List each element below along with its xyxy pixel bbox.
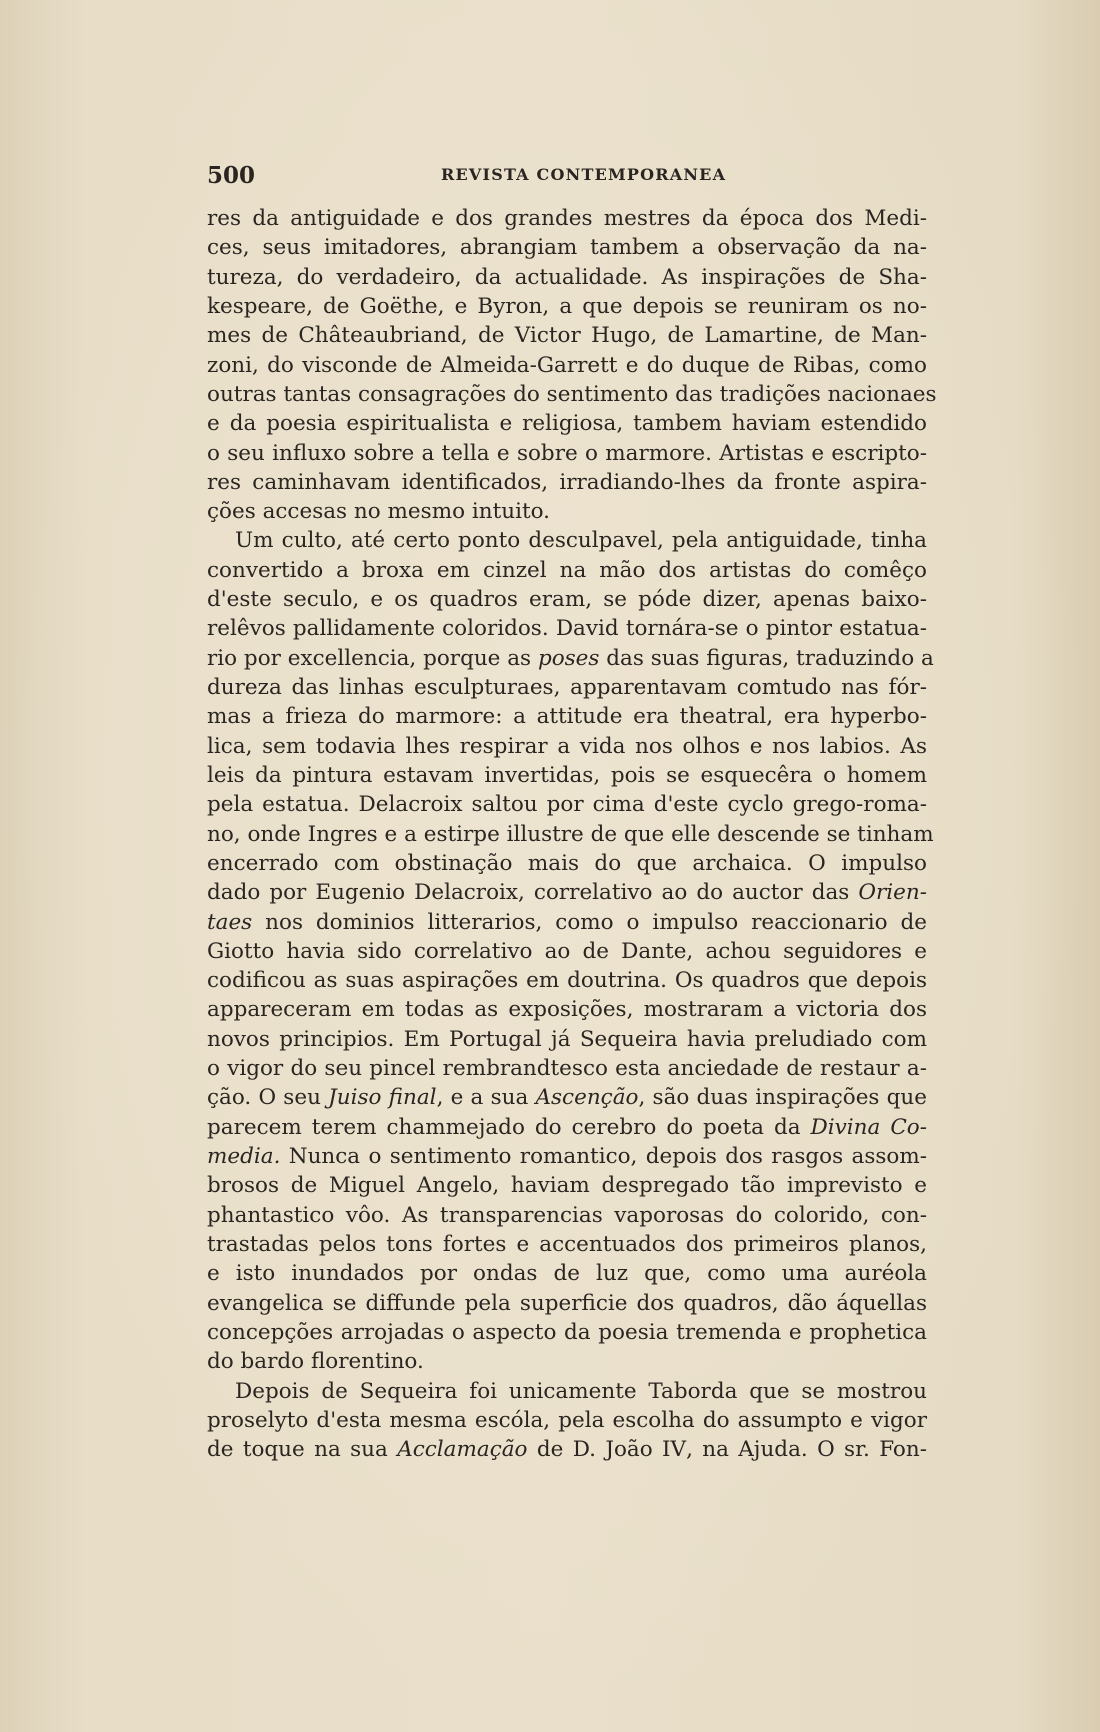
text-line: Depois de Sequeira foi unicamente Taborda que se mostrou [235, 1378, 927, 1404]
text-line: phantastico vôo. As transparencias vaporosas do colorido, con- [207, 1202, 927, 1228]
italic-term: taes [207, 909, 253, 935]
text-line: relêvos pallidamente coloridos. David tornára-se o pintor estatua- [207, 616, 927, 642]
text-line: kespeare, de Goëthe, e Byron, a que depois se reuniram os no- [207, 293, 927, 319]
italic-term: Divina Co- [810, 1114, 927, 1140]
text-line: de toque na sua Acclamação de D. João IV, na Ajuda. O sr. Fon- [207, 1437, 927, 1463]
running-head [207, 162, 727, 190]
text-line: evangelica se diffunde pela superficie dos quadros, dão áquellas [207, 1290, 927, 1316]
italic-term: Juiso final [328, 1085, 437, 1111]
text-line: concepções arrojadas o aspecto da poesia tremenda e prophetica [207, 1319, 927, 1345]
text-line: o vigor do seu pincel rembrandtesco esta anciedade de restaur a- [207, 1056, 927, 1082]
italic-term: media. [207, 1144, 281, 1169]
page-number: 500 [207, 162, 256, 189]
text-line: ções accesas no mesmo intuito. [207, 499, 550, 525]
italic-term: Ascenção [535, 1085, 639, 1111]
text-line: lica, sem todavia lhes respirar a vida nos olhos e nos labios. As [207, 733, 927, 759]
italic-term: poses [537, 645, 600, 671]
text-line: encerrado com obstinação mais do que archaica. O impulso [207, 850, 927, 876]
text-line: pela estatua. Delacroix saltou por cima d'este cyclo grego-roma- [207, 792, 927, 818]
italic-term: Orien- [858, 880, 927, 906]
text-line: o seu influxo sobre a tella e sobre o marmore. Artistas e escripto- [207, 440, 927, 466]
text-line: no, onde Ingres e a estirpe illustre de que elle descende se tinham [207, 821, 934, 847]
text-line: do bardo florentino. [207, 1349, 424, 1375]
text-line: zoni, do visconde de Almeida-Garrett e do duque de Ribas, como [207, 352, 927, 378]
text-line: proselyto d'esta mesma escóla, pela escolha do assumpto e vigor [207, 1407, 927, 1433]
text-line: mas a frieza do marmore: a attitude era theatral, era hyperbo- [207, 704, 927, 730]
italic-term: Acclamação [397, 1437, 528, 1463]
text-line: mes de Châteaubriand, de Victor Hugo, de Lamartine, de Man- [207, 323, 927, 349]
text-line: taes nos dominios litterarios, como o impulso reaccionario de [207, 909, 927, 935]
text-line: appareceram em todas as exposições, mostraram a victoria dos [207, 997, 927, 1023]
text-line: trastadas pelos tons fortes e accentuados dos primeiros planos, [207, 1231, 927, 1257]
text-line: convertido a broxa em cinzel na mão dos artistas do comêço [207, 557, 927, 583]
text-line: e da poesia espiritualista e religiosa, tambem haviam estendido [207, 411, 927, 437]
text-line: ção. O seu Juiso final, e a sua Ascenção, são duas inspirações que [207, 1085, 927, 1111]
text-line: rio por excellencia, porque as poses das suas figuras, traduzindo a [207, 645, 934, 671]
text-line: d'este seculo, e os quadros eram, se póde dizer, apenas baixo- [207, 587, 927, 613]
text-line: media. Nunca o sentimento romantico, depois dos rasgos assom- [207, 1144, 927, 1169]
text-line: Um culto, até certo ponto desculpavel, pela antiguidade, tinha [235, 528, 927, 554]
text-line: codificou as suas aspirações em doutrina. Os quadros que depois [207, 968, 927, 994]
text-line: novos principios. Em Portugal já Sequeira havia preludiado com [207, 1026, 927, 1052]
text-line: ces, seus imitadores, abrangiam tambem a observação da na- [207, 235, 927, 261]
text-line: parecem terem chammejado do cerebro do poeta da Divina Co- [207, 1114, 927, 1140]
text-line: res da antiguidade e dos grandes mestres da época dos Medi- [207, 206, 927, 231]
text-line: e isto inundados por ondas de luz que, como uma auréola [207, 1261, 927, 1287]
text-line: outras tantas consagrações do sentimento das tradições nacionaes [207, 381, 937, 407]
running-title: REVISTA CONTEMPORANEA [441, 165, 727, 184]
text-line: leis da pintura estavam invertidas, pois se esquecêra o homem [207, 762, 927, 788]
text-line: dado por Eugenio Delacroix, correlativo ao do auctor das Orien- [207, 880, 927, 906]
text-line: dureza das linhas esculpturaes, apparentavam comtudo nas fór- [207, 675, 927, 700]
text-line: brosos de Miguel Angelo, haviam despregado tão imprevisto e [207, 1173, 927, 1199]
text-line: tureza, do verdadeiro, da actualidade. As inspirações de Sha- [207, 264, 927, 290]
body-text [207, 204, 937, 1464]
text-line: res caminhavam identificados, irradiando-lhes da fronte aspira- [207, 469, 927, 495]
text-line: Giotto havia sido correlativo ao de Dante, achou seguidores e [207, 938, 927, 964]
